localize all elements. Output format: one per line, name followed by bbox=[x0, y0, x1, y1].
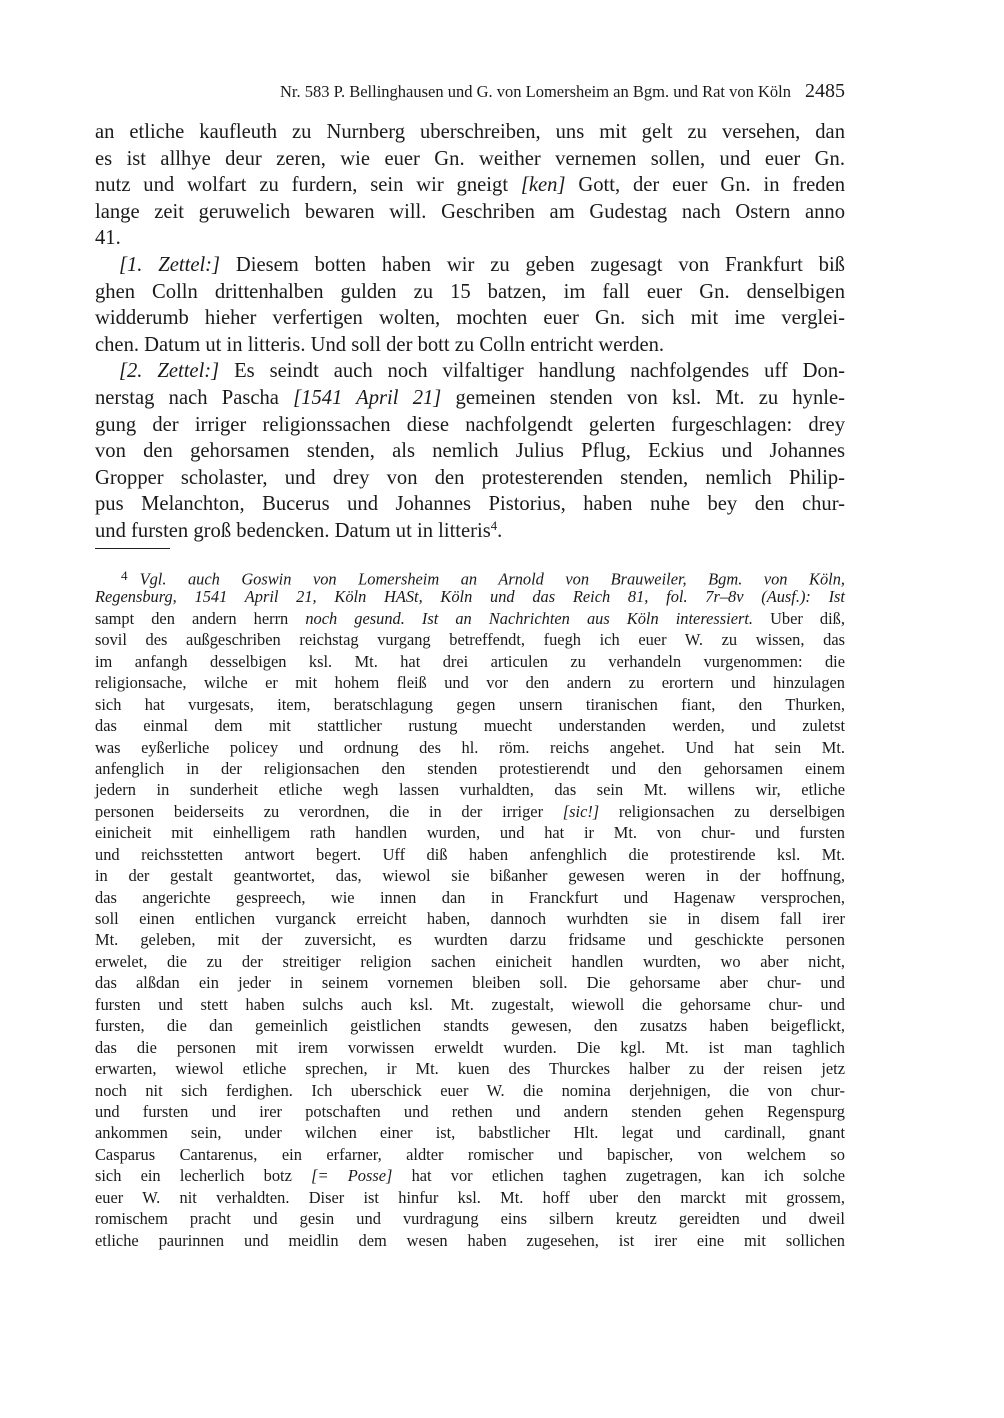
footnote-line bbox=[95, 1015, 845, 1036]
text-run: nerstag nach Pascha bbox=[95, 386, 294, 409]
running-header-title: Nr. 583 P. Bellinghausen und G. von Lomersheim an Bgm. und Rat von Köln bbox=[279, 82, 791, 101]
text-run: ankommen sein, under wilchen einer ist, babstlicher Hlt. legat und cardinall, gnant bbox=[95, 1123, 845, 1143]
text-line bbox=[95, 199, 845, 226]
text-run: in der gestalt geantwortet, das, wiewol sie bißanher gewesen weren in der hoffnung, bbox=[95, 866, 845, 886]
footnote-separator bbox=[95, 548, 170, 549]
footnote-line bbox=[95, 1187, 845, 1208]
text-run: sampt den andern herrn bbox=[95, 608, 306, 628]
text-run: fursten, die dan gemeinlich geistlichen standts gewesen, den zusatzs haben beigeflickt, bbox=[95, 1016, 845, 1036]
footnote-number: 4 bbox=[121, 568, 128, 583]
footnote-line bbox=[95, 929, 845, 950]
paragraph bbox=[95, 119, 845, 252]
italic-text: [2. Zettel:] bbox=[119, 360, 220, 383]
footnote-line bbox=[95, 887, 845, 908]
text-run: sich ein lecherlich botz bbox=[95, 1166, 312, 1186]
text-run: gung der irriger religionssachen diese nachfolgendt gelerten furgeschlagen: drey bbox=[95, 413, 845, 436]
text-run: nutz und wolfart zu furdern, sein wir gneigt bbox=[95, 174, 521, 197]
text-run: hat vor etlichen taghen zugetragen, kan ich solche bbox=[392, 1166, 845, 1186]
text-run: anfenglich in der religionsachen den stenden protestierendt und den gehorsamen einem bbox=[95, 758, 845, 778]
footnote-line bbox=[95, 1058, 845, 1079]
text-run: an etliche kaufleuth zu Nurnberg uberschreiben, uns mit gelt zu versehen, dan bbox=[95, 121, 845, 143]
text-line bbox=[95, 358, 845, 385]
text-line bbox=[95, 146, 845, 173]
text-line bbox=[95, 172, 845, 199]
text-run: etliche paurinnen und meidlin dem wesen haben zugesehen, ist irer eine mit sollichen bbox=[95, 1230, 845, 1250]
text-line bbox=[95, 385, 845, 412]
text-run: ghen Colln drittenhalben gulden zu 15 batzen, im fall euer Gn. denselbigen bbox=[95, 280, 845, 303]
footnote-line bbox=[95, 1230, 845, 1251]
text-run: Uber diß, bbox=[753, 608, 845, 628]
footnote-line bbox=[95, 822, 845, 843]
footnote-line bbox=[95, 779, 845, 800]
text-run: das alßdan ein jeder in seinem vornemen bleiben soll. Die gehorsame aber chur- und bbox=[95, 973, 845, 993]
text-line bbox=[95, 305, 845, 332]
text-run: Es seindt auch noch vilfaltiger handlung nachfolgendes uff Don- bbox=[219, 360, 845, 383]
footnote-line bbox=[95, 951, 845, 972]
text-line bbox=[95, 119, 845, 146]
text-run: das einmal dem mit stattlicher rustung muecht understanden werden, und zuletst bbox=[95, 716, 845, 736]
footnote-line bbox=[95, 651, 845, 672]
footnote-line bbox=[95, 1208, 845, 1229]
text-run: und fursten groß bedencken. Datum ut in litteris bbox=[95, 519, 491, 542]
running-header bbox=[95, 80, 845, 103]
text-run: noch nit sich ferdighen. Ich uberschick euer W. die nomina derjehnigen, die von chur- bbox=[95, 1080, 845, 1100]
footnote-line bbox=[95, 737, 845, 758]
italic-text: [ken] bbox=[520, 174, 566, 197]
text-line bbox=[95, 518, 845, 545]
text-run: personen beiderseits zu verordnen, die in der irriger bbox=[95, 801, 563, 821]
text-run: das die personen mit irem vorwissen erweldt wurden. Die kgl. Mt. ist man taghlich bbox=[95, 1037, 845, 1057]
text-run: widderumb hieher verfertigen wolten, mochten euer Gn. sich mit ime verglei- bbox=[95, 307, 845, 330]
text-run: pus Melanchton, Bucerus und Johannes Pistorius, haben nuhe bey den chur- bbox=[95, 493, 845, 516]
footnote-line bbox=[95, 994, 845, 1015]
italic-text: [1. Zettel:] bbox=[119, 253, 221, 276]
footnote-line bbox=[95, 694, 845, 715]
footnote-line bbox=[95, 629, 845, 650]
italic-text: [sic!] bbox=[562, 801, 600, 821]
text-run: das angerichte gespreech, wie innen dan in Franckfurt und Hagenaw versprochen, bbox=[95, 887, 845, 907]
paragraph bbox=[95, 252, 845, 358]
footnote-line bbox=[95, 608, 845, 629]
footnote-line bbox=[95, 1037, 845, 1058]
text-run: romischem pracht und gesin und vurdragung eins silbern kreutz gereidten und dweil bbox=[95, 1209, 845, 1229]
text-run: fursten und stett haben sulchs auch ksl. Mt. zugestalt, wiewoll die gehorsame chur- und bbox=[95, 994, 845, 1014]
footnote-4 bbox=[95, 565, 845, 1251]
footnote-line bbox=[95, 1101, 845, 1122]
footnote-line bbox=[95, 844, 845, 865]
italic-text: [= Posse] bbox=[311, 1166, 393, 1186]
text-run: Gropper scholaster, und drey von den protesterenden stenden, nemlich Philip- bbox=[95, 466, 845, 489]
text-run: erwarten, wiewol etliche sprechen, ir Mt. kuen des Thurckes halber zu der reisen jetz bbox=[95, 1059, 845, 1079]
footnote-line bbox=[95, 565, 845, 589]
italic-text: Regensburg, 1541 April 21, Köln HASt, Köln und das Reich 81, fol. 7r–8v (Ausf.): Ist bbox=[95, 587, 845, 607]
italic-text: noch gesund. Ist an Nachrichten aus Köln interessiert. bbox=[305, 608, 753, 628]
footnote-line bbox=[95, 972, 845, 993]
footnote-line bbox=[95, 1080, 845, 1101]
italic-text: [1541 April 21] bbox=[293, 386, 442, 409]
footnote-reference: 4 bbox=[490, 518, 498, 533]
footnote-line bbox=[95, 758, 845, 779]
text-run: was eyßerliche policey und ordnung des hl. röm. reichs angehet. Und hat sein Mt. bbox=[95, 737, 845, 757]
text-run: Gott, der euer Gn. in freden bbox=[565, 174, 846, 197]
text-run: Casparus Cantarenus, ein erfarner, aldter romischer und bapischer, von welchem so bbox=[95, 1144, 845, 1164]
text-line bbox=[95, 332, 845, 359]
page-number: 2485 bbox=[805, 80, 845, 102]
text-run: chen. Datum ut in litteris. Und soll der bott zu Colln entricht werden. bbox=[95, 333, 665, 356]
paragraph bbox=[95, 358, 845, 544]
text-run: religionsache, wilche er mit hohem fleiß und vor den andern zu erortern und hinzulagen bbox=[95, 673, 845, 693]
footnote-line bbox=[95, 1122, 845, 1143]
text-run: von den gehorsamen stenden, als nemlich Julius Pflug, Eckius und Johannes bbox=[95, 440, 845, 463]
main-text bbox=[95, 119, 845, 545]
text-line bbox=[95, 252, 845, 279]
text-run: Diesem botten haben wir zu geben zugesagt von Frankfurt biß bbox=[220, 253, 845, 276]
text-run: gemeinen stenden von ksl. Mt. zu hynle- bbox=[441, 386, 845, 409]
footnote-line bbox=[95, 908, 845, 929]
text-run: erwelet, die zu der streitiger religion sachen einicheit handlen wurdten, wo aber nicht, bbox=[95, 951, 845, 971]
text-line bbox=[95, 491, 845, 518]
text-run: lange zeit geruwelich bewaren will. Geschriben am Gudestag nach Ostern anno bbox=[95, 200, 845, 223]
text-run: jedern in sunderheit etliche wegh lassen vurhaldten, das sein Mt. willens wir, etliche bbox=[95, 780, 845, 800]
text-run: . bbox=[497, 519, 503, 542]
text-run: sich hat vurgesats, item, beratschlagung gegen unsern tiranischen fiant, den Thurken, bbox=[95, 694, 845, 714]
footnote-line bbox=[95, 586, 845, 607]
text-line bbox=[95, 412, 845, 439]
text-run: es ist allhye deur zeren, wie euer Gn. weither vernemen sollen, und euer Gn. bbox=[95, 147, 845, 170]
text-run: im anfangh desselbigen ksl. Mt. hat drei articulen zu verhandeln vurgenommen: die bbox=[95, 651, 845, 671]
text-line bbox=[95, 225, 845, 252]
text-run: einicheit mit einhelligem rath handlen wurden, und hat ir Mt. von chur- und fursten bbox=[95, 823, 845, 843]
text-run: und reichsstetten antwort begert. Uff diß haben anfenghlich die protestirende ksl. Mt. bbox=[95, 844, 845, 864]
footnote-line bbox=[95, 1144, 845, 1165]
text-run: 41. bbox=[95, 227, 121, 250]
text-line bbox=[95, 465, 845, 492]
footnote-line bbox=[95, 865, 845, 886]
text-line bbox=[95, 438, 845, 465]
text-run: religionsachen zu derselbigen bbox=[599, 801, 845, 821]
footnote-line bbox=[95, 1165, 845, 1186]
italic-text: Vgl. auch Goswin von Lomersheim an Arnold von Brauweiler, Bgm. von Köln, bbox=[139, 569, 845, 589]
footnote-line bbox=[95, 801, 845, 822]
text-run: Mt. geleben, mit der zuversicht, es wurdten darzu fridsame und geschickte personen bbox=[95, 930, 845, 950]
text-run: soll einen entlichen vurganck erreicht haben, dannoch wurhdten sie in disem fall irer bbox=[95, 909, 845, 928]
text-run: euer W. nit verhaldten. Diser ist hinfur ksl. Mt. hoff uber den marckt mit grossem, bbox=[95, 1187, 845, 1207]
footnote-line bbox=[95, 715, 845, 736]
text-run: und fursten und irer potschaften und rethen und andern stenden gehen Regenspurg bbox=[95, 1101, 845, 1121]
footnote-line bbox=[95, 672, 845, 693]
text-run: sovil des außgeschriben reichstag vurgang betreffendt, fuegh ich euer W. zu wissen, das bbox=[95, 630, 845, 650]
text-line bbox=[95, 279, 845, 306]
